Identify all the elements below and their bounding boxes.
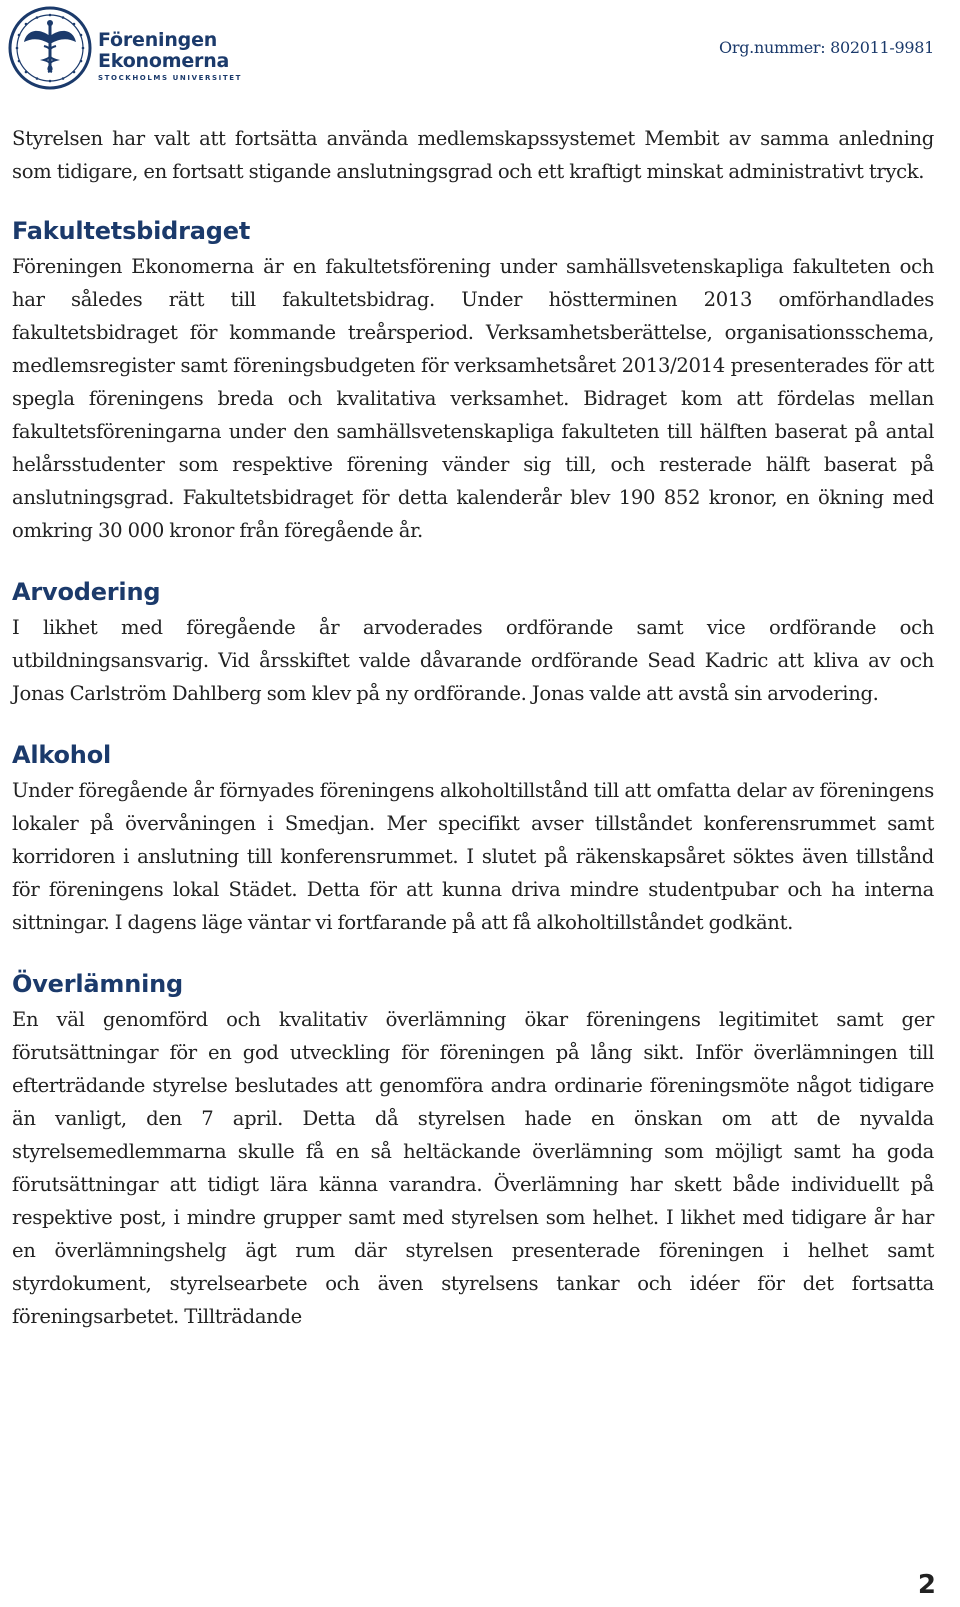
logo-wordmark [98, 30, 242, 83]
seal-logo-icon [8, 6, 92, 90]
section-text-overlamning: En väl genomförd och kvalitativ överlämning ökar föreningens legitimitet samt ger förutsättningar för en god utveckling för föreningen på lång sikt. Inför överlämningen till efterträdande styrelse beslutades att genomföra andra ordinarie föreningsmöte något tidigare än vanligt, den 7 april. Detta då styrelsen hade en önskan om att de nyvalda styrelsemedlemmarna skulle få en så heltäckande överlämning som möjligt samt ha goda förutsättningar att tidigt lära känna varandra. Överlämning har skett både individuellt på respektive post, i mindre grupper samt med styrelsen som helhet. I likhet med tidigare år har en överlämningshelg ägt rum där styrelsen presenterade föreningen i helhet samt styrdokument, styrelsearbete och även styrelsens tankar och idéer för det fortsatta föreningsarbetet. Tillträdande [12, 1008, 934, 1328]
page-header [0, 0, 960, 100]
section-text-alkohol: Under föregående år förnyades föreningens alkoholtillstånd till att omfatta delar av föreningens lokaler på övervåningen i Smedjan. Mer specifikt avser tillståndet konferensrummet samt korridoren i anslutning till konferensrummet. I slutet på räkenskapsåret söktes även tillstånd för föreningens lokal Städet. Detta för att kunna driva mindre studentpubar och ha interna sittningar. I dagens läge väntar vi fortfarande på att få alkoholtillståndet godkänt. [12, 779, 934, 934]
logo-name-line2: Ekonomerna [98, 50, 230, 72]
document-body [12, 122, 934, 1333]
page-number: 2 [917, 1570, 936, 1600]
section-heading-arvodering: Arvodering [12, 578, 161, 606]
logo-university: STOCKHOLMS UNIVERSITET [98, 74, 242, 82]
section-heading-alkohol: Alkohol [12, 741, 112, 769]
section-heading-fakultetsbidraget: Fakultetsbidraget [12, 217, 251, 245]
logo-name-line1: Föreningen [98, 29, 218, 51]
intro-paragraph: Styrelsen har valt att fortsätta använda medlemskapssystemet Membit av samma anledning som tidigare, en fortsatt stigande anslutningsgrad och ett kraftigt minskat administrativt tryck. [12, 127, 934, 183]
section-heading-overlamning: Överlämning [12, 970, 183, 998]
section-text-fakultetsbidraget: Föreningen Ekonomerna är en fakultetsförening under samhällsvetenskapliga fakulteten och har således rätt till fakultetsbidrag. Under höstterminen 2013 omförhandlades fakultetsbidraget för kommande treårsperiod. Verksamhetsberättelse, organisationsschema, medlemsregister samt föreningsbudgeten för verksamhetsåret 2013/2014 presenterades för att spegla föreningens breda och kvalitativa verksamhet. Bidraget kom att fördelas mellan fakultetsföreningarna under den samhällsvetenskapliga fakulteten till hälften baserat på antal helårsstudenter som respektive förening vänder sig till, och resterade hälft baserat på anslutningsgrad. Fakultetsbidraget för detta kalenderår blev 190 852 kronor, en ökning med omkring 30 000 kronor från föregående år. [12, 255, 934, 542]
section-text-arvodering: I likhet med föregående år arvoderades ordförande samt vice ordförande och utbildningsansvarig. Vid årsskiftet valde dåvarande ordförande Sead Kadric att kliva av och Jonas Carlström Dahlberg som klev på ny ordförande. Jonas valde att avstå sin arvodering. [12, 616, 934, 705]
org-number: Org.nummer: 802011-9981 [719, 38, 934, 57]
